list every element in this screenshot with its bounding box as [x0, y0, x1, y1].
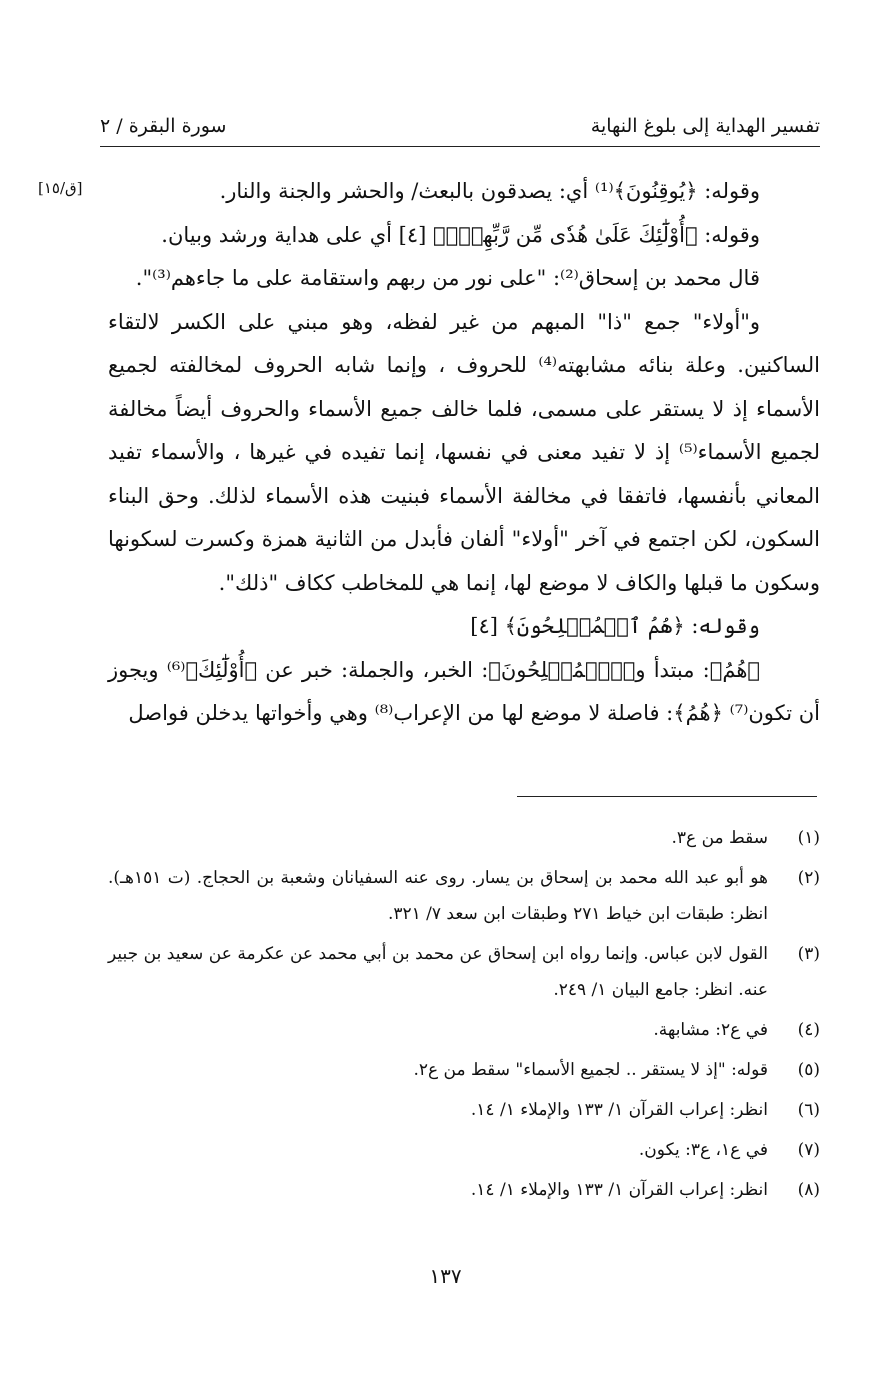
book-title: تفسير الهداية إلى بلوغ النهاية — [590, 115, 820, 137]
footnote — [108, 1052, 820, 1088]
main-text — [108, 170, 820, 736]
footnote-text: انظر: إعراب القرآن ١/ ١٣٣ والإملاء ١/ ١٤. — [470, 1100, 768, 1120]
footnote-rule — [517, 796, 817, 797]
paragraph: وقوله: ﴿أُوْلَٰٓئِكَ عَلَىٰ هُدٗى مِّن رَّبِّهِمۡۖ﴾ [٤] أي على هداية ورشد وبيان. — [161, 222, 760, 247]
footnote — [108, 936, 820, 1008]
footnote — [108, 820, 820, 856]
paragraph: وقوله: ﴿هُمُ ٱلۡمُفۡلِحُونَ﴾ [٤] — [470, 614, 760, 638]
footnote-number: (٧) — [797, 1140, 820, 1160]
footnote — [108, 1092, 820, 1128]
footnote-number: (٨) — [797, 1180, 820, 1200]
footnote-number: (٦) — [797, 1100, 820, 1120]
paragraph: وقوله: ﴿يُوقِنُونَ﴾⁽¹⁾ أي: يصدقون بالبعث/ والحشر والجنة والنار. — [219, 179, 760, 203]
footnote-number: (١) — [797, 828, 820, 848]
footnote-number: (٢) — [797, 868, 820, 888]
footnote-text: في ع٢: مشابهة. — [653, 1020, 768, 1040]
footnote-text: هو أبو عبد الله محمد بن إسحاق بن يسار. روى عنه السفيانان وشعبة بن الحجاج. (ت ١٥١هـ). انظر: طبقات ابن خياط ٢٧١ وطبقات ابن سعد ٧/ ٣٢١. — [108, 868, 768, 924]
paragraph: قال محمد بن إسحاق⁽²⁾: "على نور من ربهم واستقامة على ما جاءهم⁽³⁾". — [135, 266, 760, 290]
footnote-number: (٤) — [797, 1020, 820, 1040]
footnote — [108, 1172, 820, 1208]
footnote — [108, 1132, 820, 1168]
footnote-text: سقط من ع٣. — [671, 828, 768, 848]
paragraph: ﴿هُمُ﴾: مبتدأ و﴿ٱلۡمُفۡلِحُونَ﴾: الخبر، والجملة: خبر عن ﴿أُوْلَٰٓئِكَ﴾⁽⁶⁾ ويجوز أن تكون⁽⁷⁾ ﴿هُمُ﴾: فاصلة لا موضع لها من الإعراب⁽⁸⁾ وهي وأخواتها يدخلن فواصل — [108, 657, 820, 725]
footnote-text: القول لابن عباس. وإنما رواه ابن إسحاق عن محمد بن أبي محمد عن عكرمة عن سعيد بن جبير عنه. انظر: جامع البيان ١/ ٢٤٩. — [108, 944, 768, 1000]
running-head — [100, 108, 820, 144]
surah-title: سورة البقرة / ٢ — [100, 115, 227, 137]
footnote-number: (٣) — [797, 944, 820, 964]
header-rule — [100, 146, 820, 147]
footnote — [108, 1012, 820, 1048]
footnote-text: قوله: "إذ لا يستقر .. لجميع الأسماء" سقط من ع٢. — [413, 1060, 768, 1080]
manuscript-reference: [ق/١٥] — [38, 179, 83, 197]
footnote-text: في ع١، ع٣: يكون. — [638, 1140, 768, 1160]
footnote — [108, 860, 820, 932]
footnote-text: انظر: إعراب القرآن ١/ ١٣٣ والإملاء ١/ ١٤. — [470, 1180, 768, 1200]
footnotes — [108, 820, 820, 1212]
paragraph: و"أولاء" جمع "ذا" المبهم من غير لفظه، وهو مبني على الكسر لالتقاء الساكنين. وعلة بنائه مشابهته⁽⁴⁾ للحروف ، وإنما شابه الحروف لمخالفته لجميع الأسماء إذ لا يستقر على مسمى، فلما خالف جميع الأسماء والحروف أيضاً مخالفة لجميع الأسماء⁽⁵⁾ إذ لا تفيد معنى في نفسها، إنما تفيده في غيرها ، والأسماء تفيد المعاني بأنفسها، فاتفقا في مخالفة الأسماء فبنيت هذه الأسماء لذلك. وحق البناء السكون، لكن اجتمع في آخر "أولاء" ألفان فأبدل من الثانية همزة وكسرت لسكونها وسكون ما قبلها والكاف لا موضع لها، إنما هي للمخاطب ككاف "ذلك". — [108, 309, 820, 595]
footnote-number: (٥) — [797, 1060, 820, 1080]
page-number: ١٣٧ — [429, 1264, 462, 1288]
